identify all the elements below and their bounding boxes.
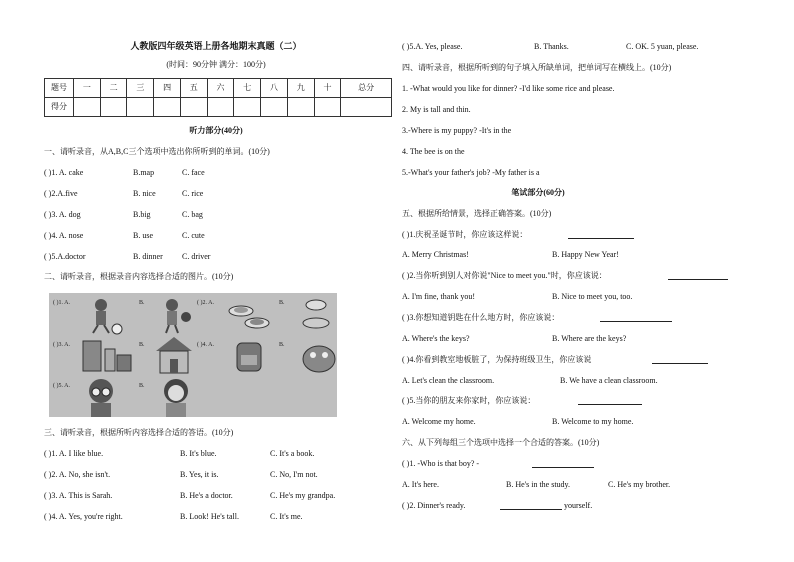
option-b: B. use [133,231,153,240]
option-c: C. cute [182,231,205,240]
pic-label: B. [279,342,285,348]
pic-label: B. [279,300,285,306]
option-b: B. nice [133,189,156,198]
answer-blank[interactable] [568,238,634,239]
option-b: B. Happy New Year! [552,250,619,259]
exam-subtitle: (时间：90分钟 满分：100分) [166,60,266,69]
boy-glasses-icon [79,375,123,417]
score-cell: 一 [74,79,101,98]
score-input-cell[interactable] [287,98,314,117]
score-cell: 十 [314,79,341,98]
fill-blank-item[interactable]: 5.-What's your father's job? -My father is a [402,168,540,177]
score-table [44,78,392,117]
score-input-cell[interactable] [261,98,288,117]
answer-blank[interactable] [652,363,708,364]
schoolbag-icon [227,335,271,375]
answer-blank[interactable] [578,404,642,405]
question-stem: ( )1. A. cake [44,168,84,177]
option-a: A. Welcome my home. [402,417,476,426]
option-a: A. I'm fine, thank you! [402,292,475,301]
question-stem: ( )2.当你听到别人对你说"Nice to meet you."时，你应该说： [402,271,607,280]
toy-bag-icon [299,335,339,375]
option-b: B. Yes, it is. [180,470,219,479]
exam-title: 人教版四年级英语上册各地期末真题（二） [130,41,302,51]
option-b: B. It's blue. [180,449,217,458]
section-6-heading: 六、从下列每组三个选项中选择一个合适的答案。(10分) [402,438,600,447]
question-stem: ( )5.A. Yes, please. [402,42,463,51]
house-icon [154,335,194,375]
option-a: A. Where's the keys? [402,334,470,343]
score-input-cell[interactable] [74,98,101,117]
option-c: C. rice [182,189,204,198]
option-a: A. Let's clean the classroom. [402,376,495,385]
question-stem-end: yourself. [564,501,593,510]
option-b: B. dinner [133,252,163,261]
answer-blank[interactable] [600,321,672,322]
boy-basketball-icon [154,295,194,335]
score-cell: 六 [207,79,234,98]
pic-label: B. [139,383,145,389]
option-c: C. He's my brother. [608,480,671,489]
option-c: C. bag [182,210,203,219]
score-cell: 九 [287,79,314,98]
score-cell: 二 [100,79,127,98]
score-input-cell[interactable] [341,98,392,117]
section-1-heading: 一、请听录音，从A,B,C三个选项中选出你所听到的单词。(10分) [44,147,270,156]
answer-blank[interactable] [500,509,562,510]
option-b: B. He's in the study. [506,480,571,489]
score-input-cell[interactable] [180,98,207,117]
pic-label: ( )3. A. [53,342,70,348]
option-a: A. It's here. [402,480,439,489]
question-stem: ( )4. A. nose [44,231,84,240]
boy-football-icon [79,295,129,335]
option-b: B. Nice to meet you, too. [552,292,633,301]
score-cell: 题号 [45,79,74,98]
question-stem: ( )1.庆祝圣诞节时，你应该这样说： [402,230,528,239]
picture-panel [49,293,337,417]
section-3-heading: 三、请听录音，根据所听内容选择合适的答语。(10分) [44,428,234,437]
option-c: C. driver [182,252,211,261]
option-c: C. face [182,168,205,177]
score-cell: 八 [261,79,288,98]
score-cell: 四 [154,79,181,98]
score-input-cell[interactable] [314,98,341,117]
option-c: C. No, I'm not. [270,470,318,479]
pic-label: ( )2. A. [197,300,214,306]
written-section-title: 笔试部分(60分) [511,188,565,197]
score-input-cell[interactable] [154,98,181,117]
score-input-cell[interactable] [207,98,234,117]
answer-blank[interactable] [668,279,728,280]
answer-blank[interactable] [532,467,594,468]
room-furniture-icon [79,335,133,375]
score-cell: 得分 [45,98,74,117]
girl-icon [154,375,198,417]
section-2-heading: 二、请听录音，根据录音内容选择合适的图片。(10分) [44,272,234,281]
option-b: B. Thanks. [534,42,569,51]
score-cell: 五 [180,79,207,98]
question-stem: ( )2. Dinner's ready. [402,501,466,510]
question-stem: ( )2.A.five [44,189,78,198]
section-5-heading: 五、根据所给情景，选择正确答案。(10分) [402,209,552,218]
option-b: B. Welcome to my home. [552,417,634,426]
score-cell: 三 [127,79,154,98]
question-stem: ( )4. A. Yes, you're right. [44,512,123,521]
pic-label: B. [139,300,145,306]
dishes-icon [227,299,271,329]
score-table-score-row [45,98,392,117]
question-stem: ( )5.当你的朋友来你家时，你应该说： [402,396,536,405]
option-b: B. Where are the keys? [552,334,627,343]
option-c: C. OK. 5 yuan, please. [626,42,699,51]
option-c: C. He's my grandpa. [270,491,336,500]
option-b: B.map [133,168,155,177]
pic-label: ( )4. A. [197,342,214,348]
score-input-cell[interactable] [127,98,154,117]
question-stem: ( )1. -Who is that boy? - [402,459,480,468]
option-b: B. We have a clean classroom. [560,376,658,385]
option-b: B. He's a doctor. [180,491,233,500]
listening-section-title: 听力部分(40分) [189,126,243,135]
section-4-heading: 四、请听录音，根据所听到的句子填入所缺单词，把单词写在横线上。(10分) [402,63,672,72]
question-stem: ( )3. A. dog [44,210,81,219]
fill-blank-item[interactable]: 3.-Where is my puppy? -It's in the [402,126,512,135]
score-cell: 七 [234,79,261,98]
question-stem: ( )3.你想知道钥匙在什么地方时，你应该说： [402,313,560,322]
option-c: C. It's me. [270,512,303,521]
pic-label: B. [139,342,145,348]
fill-blank-item[interactable]: 4. The bee is on the [402,147,465,156]
option-b: B.big [133,210,151,219]
score-input-cell[interactable] [234,98,261,117]
question-stem: ( )1. A. I like blue. [44,449,104,458]
option-c: C. It's a book. [270,449,315,458]
score-cell: 总分 [341,79,392,98]
pic-label: ( )5. A. [53,383,70,389]
pic-label: ( )1. A. [53,300,70,306]
option-a: A. Merry Christmas! [402,250,469,259]
cup-plate-icon [299,295,333,331]
question-stem: ( )2. A. No, she isn't. [44,470,111,479]
option-b: B. Look! He's tall. [180,512,239,521]
question-stem: ( )5.A.doctor [44,252,86,261]
score-table-header-row [45,79,392,98]
fill-blank-item[interactable]: 1. -What would you like for dinner? -I'd like some rice and please. [402,84,615,93]
fill-blank-item[interactable]: 2. My is tall and thin. [402,105,471,114]
question-stem: ( )4.你看到教室地板脏了，为保持班级卫生，你应该说 [402,355,592,364]
score-input-cell[interactable] [100,98,127,117]
question-stem: ( )3. A. This is Sarah. [44,491,113,500]
